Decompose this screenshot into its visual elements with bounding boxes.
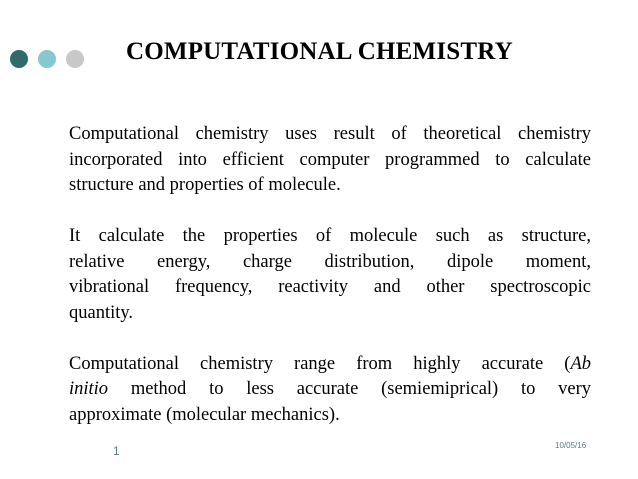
paragraph-3-line-2 bbox=[69, 377, 591, 403]
italic-term: initio bbox=[69, 379, 109, 399]
slide-date: 10/05/16 bbox=[555, 441, 587, 450]
paragraph-3 bbox=[69, 352, 591, 429]
decorative-dots bbox=[10, 50, 84, 70]
paragraph-2-line-4: quantity. bbox=[69, 302, 134, 323]
page-number: 1 bbox=[113, 444, 120, 458]
paragraph-3-line-3: approximate (molecular mechanics). bbox=[69, 404, 340, 425]
paragraph-3-line-2-text: initio method to less accurate (semiemiprical) to very bbox=[69, 379, 591, 399]
paragraph-2-line-3: vibrational frequency, reactivity and other spectroscopic bbox=[69, 277, 591, 297]
gray-dot bbox=[66, 50, 84, 68]
paragraph-1-line-1: Computational chemistry uses result of theoretical chemistry bbox=[69, 124, 591, 144]
dark-teal-dot bbox=[10, 50, 28, 68]
paragraph-1-line-2: incorporated into efficient computer programmed to calculate bbox=[69, 149, 591, 170]
paragraph-1-line-3: structure and properties of molecule. bbox=[69, 175, 341, 195]
italic-term: Ab bbox=[570, 353, 591, 374]
paragraph-3-line-1 bbox=[69, 352, 591, 378]
paragraph-2-line-2: relative energy, charge distribution, dipole moment, bbox=[69, 251, 591, 272]
paragraph-3-line-1-text: Computational chemistry range from highly accurate (Ab bbox=[69, 353, 591, 374]
slide-title: COMPUTATIONAL CHEMISTRY bbox=[126, 38, 513, 65]
paragraph-1 bbox=[69, 122, 591, 199]
paragraph-2 bbox=[69, 224, 591, 326]
paragraph-2-line-1: It calculate the properties of molecule such as structure, bbox=[69, 226, 591, 246]
light-teal-dot bbox=[38, 50, 56, 68]
slide-body bbox=[69, 122, 591, 428]
